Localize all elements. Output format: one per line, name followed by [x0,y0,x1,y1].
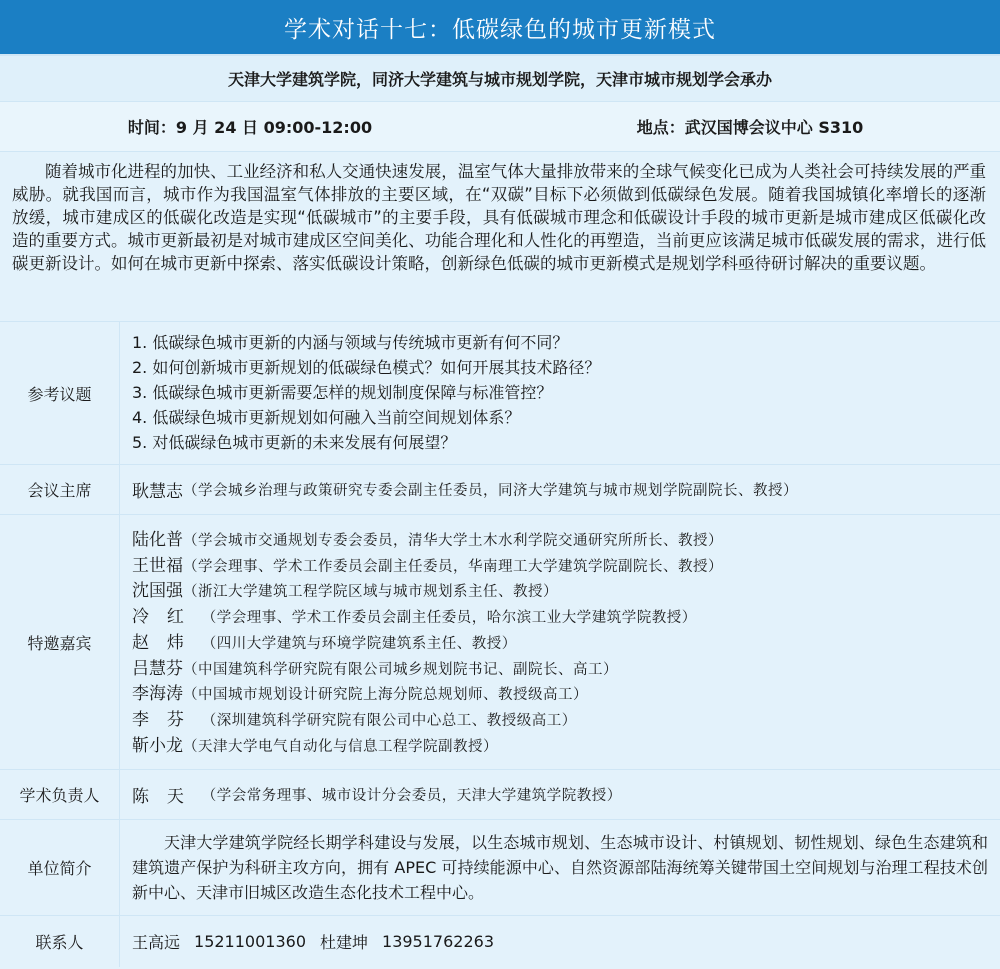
topic-item: 5. 对低碳绿色城市更新的未来发展有何展望？ [132,433,457,452]
guest-desc: （浙江大学建筑工程学院区域与城市规划系主任、教授） [183,584,558,601]
lead-row [0,770,1000,820]
guest-desc: （学会理事、学术工作委员会副主任委员，华南理工大学建筑学院副院长、教授） [183,558,723,575]
topic-item: 4. 低碳绿色城市更新规划如何融入当前空间规划体系？ [132,408,521,427]
guests-list [120,515,1000,769]
guest-item [132,605,988,631]
contact-label: 联系人 [0,916,120,967]
contact-row [0,916,1000,967]
guest-item [132,682,988,708]
guest-item [132,579,988,605]
unit-text: 天津大学建筑学院经长期学科建设与发展，以生态城市规划、生态城市设计、村镇规划、韧性规划、绿色生态建筑和建筑遗产保护为科研主攻方向，拥有 APEC 可持续能源中心、自然资源部陆海统筹关键带国土空间规划与治理工程技术创新中心、天津市旧城区改造生态化技术工程中心。 [132,833,988,902]
chair-label: 会议主席 [0,465,120,514]
lead-content [120,770,1000,819]
unit-row [0,820,1000,916]
guest-name: 陆化普 [132,530,183,550]
guest-item [132,554,988,580]
topic-item: 2. 如何创新城市更新规划的低碳绿色模式？如何开展其技术路径？ [132,358,601,377]
guest-desc: （天津大学电气自动化与信息工程学院副教授） [183,738,498,755]
guest-desc: （深圳建筑科学研究院有限公司中心总工、教授级高工） [201,712,577,729]
contact-phone: 15211001360 [194,932,306,951]
organizers: 天津大学建筑学院，同济大学建筑与城市规划学院，天津市城市规划学会承办 [0,56,1000,102]
guest-name: 李芬 [132,709,202,730]
chair-row [0,465,1000,515]
time-location-row [0,102,1000,152]
guest-name: 吕慧芬 [132,658,183,679]
guest-desc: （学会理事、学术工作委员会副主任委员，哈尔滨工业大学建筑学院教授） [201,610,697,627]
guest-desc: （中国城市规划设计研究院上海分院总规划师、教授级高工） [183,687,588,704]
page-title: 学术对话十七：低碳绿色的城市更新模式 [0,0,1000,56]
guest-desc: （学会城市交通规划专委会委员，清华大学土木水利学院交通研究所所长、教授） [183,533,723,549]
contact-name: 杜建坤 [320,933,369,952]
contact-name: 王高远 [132,933,181,952]
guest-name: 王世福 [132,555,183,576]
topic-item: 1. 低碳绿色城市更新的内涵与领域与传统城市更新有何不同？ [132,333,569,352]
guest-desc: （中国建筑科学研究院有限公司城乡规划院书记、副院长、高工） [183,661,618,678]
chair-desc: （学会城乡治理与政策研究专委会副主任委员，同济大学建筑与城市规划学院副院长、教授） [183,483,798,499]
guests-label: 特邀嘉宾 [0,515,120,769]
guest-name: 李海涛 [132,684,183,705]
intro-text: 随着城市化进程的加快、工业经济和私人交通快速发展，温室气体大量排放带来的全球气候变化已成为人类社会可持续发展的严重威胁。就我国而言，城市作为我国温室气体排放的主要区域，在“双碳”目标下必须做到低碳绿色发展。随着我国城镇化率增长的逐渐放缓，城市建成区的低碳化改造是实现“低碳城市”的主要手段，具有低碳城市理念和低碳设计手段的城市更新是城市建成区低碳化改造的重要方式。城市更新最初是对城市建成区空间美化、功能合理化和人性化的再塑造，当前更应该满足城市低碳发展的需求，进行低碳更新设计。如何在城市更新中探索、落实低碳设计策略，创新绿色低碳的城市更新模式是规划学科亟待研讨解决的重要议题。 [12,162,986,273]
session-location: 地点：武汉国博会议中心 S310 [636,118,864,137]
topics-row [0,322,1000,465]
guest-name: 沈国强 [132,581,183,602]
topic-item: 3. 低碳绿色城市更新需要怎样的规划制度保障与标准管控？ [132,383,553,402]
guest-item [132,528,988,554]
guest-item [132,708,988,734]
lead-desc: （学会常务理事、城市设计分会委员，天津大学建筑学院教授） [201,788,622,804]
session-time: 时间：9 月 24 日 09:00-12:00 [127,118,373,137]
guest-item [132,631,988,657]
contact-phone: 13951762263 [382,932,494,951]
guest-item [132,657,988,683]
topics-label: 参考议题 [0,322,120,464]
guests-row [0,515,1000,770]
contact-content [120,916,1000,967]
lead-name: 陈天 [132,787,202,807]
guest-desc: （四川大学建筑与环境学院建筑系主任、教授） [201,635,517,652]
topics-list [120,322,1000,464]
guest-name: 冷红 [132,607,202,628]
introduction [0,152,1000,322]
guest-name: 靳小龙 [132,735,183,756]
guest-name: 赵炜 [132,632,202,653]
guest-item [132,734,988,760]
unit-label: 单位简介 [0,820,120,915]
unit-content [120,820,1000,915]
chair-content [120,465,1000,514]
lead-label: 学术负责人 [0,770,120,819]
chair-name: 耿慧志 [132,482,183,502]
